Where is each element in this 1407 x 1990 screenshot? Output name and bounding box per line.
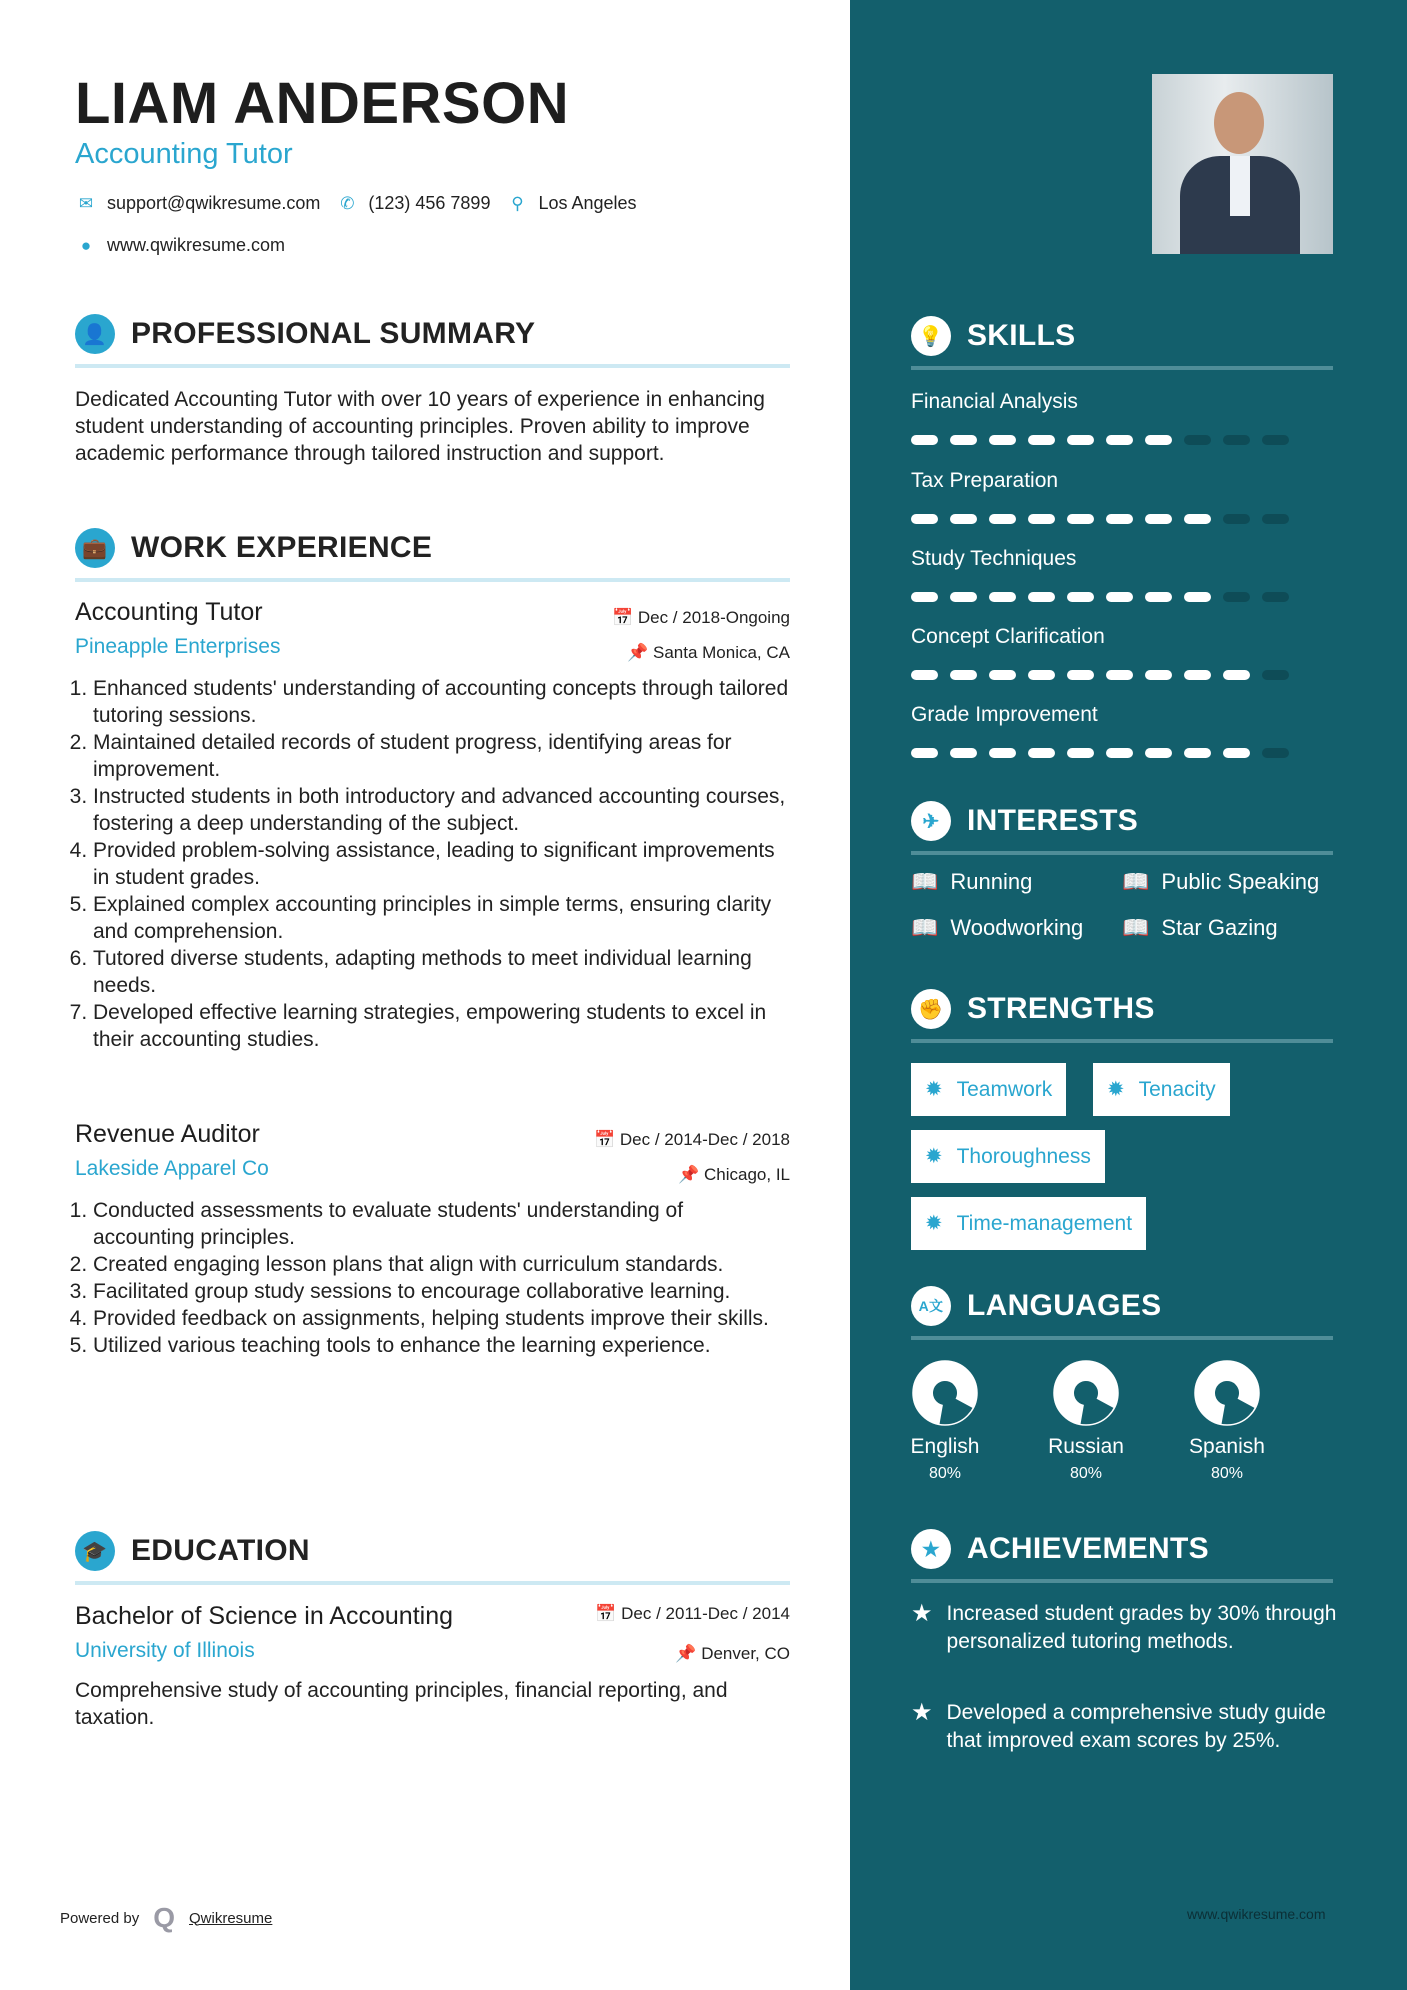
bullet: 1. Enhanced students' understanding of accounting concepts through tailored tutoring sessions.: [93, 675, 790, 729]
job-entry-title: Accounting Tutor: [75, 598, 263, 626]
skill-dash: [1067, 748, 1094, 758]
phone: (123) 456 7899: [368, 193, 491, 213]
skill-level-bar: [911, 435, 1289, 445]
language-percent: 80%: [928, 1465, 962, 1482]
skill-dash: [989, 435, 1016, 445]
candidate-name: LIAM ANDERSON: [75, 71, 570, 136]
skill-dash: [1028, 670, 1055, 680]
skill-dash: [950, 670, 977, 680]
location-pin-icon: ⚲: [511, 193, 524, 213]
dates-text: Dec / 2014-Dec / 2018: [619, 1130, 790, 1149]
powered-by-text: Powered by: [60, 1909, 140, 1927]
education-entry: [75, 1602, 790, 1731]
skill-dash: [1106, 670, 1133, 680]
language-donut: [910, 1358, 980, 1428]
paper-plane-icon: ✈: [911, 801, 951, 841]
skill-dash: [1184, 670, 1211, 680]
skill-dash: [911, 435, 938, 445]
job-location: [460, 643, 790, 663]
skill-name: Financial Analysis: [911, 390, 1078, 413]
strength-label: Teamwork: [956, 1077, 1053, 1101]
contact-row: [75, 193, 637, 214]
achievement-text: Increased student grades by 30% through personalized tutoring methods.: [946, 1602, 1337, 1653]
website[interactable]: www.qwikresume.com: [107, 235, 286, 255]
location-text: Denver, CO: [701, 1644, 790, 1663]
skill-dash: [1184, 514, 1211, 524]
pin-icon: 📌: [675, 1644, 702, 1663]
skill-dash: [989, 670, 1016, 680]
edu-location: [460, 1644, 790, 1664]
skill-dash: [1184, 592, 1211, 602]
strength-chip: [911, 1130, 1105, 1183]
skill-dash: [1223, 435, 1250, 445]
skills-section: [911, 316, 1333, 370]
calendar-icon: 📅: [595, 1604, 622, 1623]
interest-item: [1122, 869, 1319, 895]
job-location: [460, 1165, 790, 1185]
skill-dash: [1106, 748, 1133, 758]
bullet: 6. Tutored diverse students, adapting methods to meet individual learning needs.: [93, 945, 790, 999]
bullet: 2. Maintained detailed records of student progress, identifying areas for improvement.: [93, 729, 790, 783]
skill-dash: [1067, 670, 1094, 680]
translate-icon: A文: [911, 1286, 951, 1326]
strength-chip: [1093, 1063, 1230, 1116]
skill-dash: [1106, 592, 1133, 602]
interest-label: Public Speaking: [1161, 869, 1320, 894]
footer-powered: [60, 1902, 272, 1934]
bullet: 4. Provided problem-solving assistance, leading to significant improvements in student grades.: [93, 837, 790, 891]
skill-dash: [1145, 670, 1172, 680]
bullet: 2. Created engaging lesson plans that align with curriculum standards.: [93, 1251, 790, 1278]
skill-dash: [1184, 748, 1211, 758]
graduation-icon: 🎓: [75, 1531, 115, 1571]
phone-icon: ✆: [340, 193, 355, 213]
language-percent: 80%: [1210, 1465, 1244, 1482]
dates-text: Dec / 2018-Ongoing: [637, 608, 790, 627]
skill-dash: [989, 748, 1016, 758]
school: University of Illinois: [75, 1639, 255, 1662]
skill-dash: [950, 514, 977, 524]
badge-icon: ✹: [1107, 1078, 1125, 1101]
briefcase-icon: 💼: [75, 528, 115, 568]
section-heading: ACHIEVEMENTS: [967, 1532, 1209, 1565]
skill-dash: [1145, 592, 1172, 602]
email[interactable]: support@qwikresume.com: [107, 193, 321, 213]
skill-dash: [1145, 748, 1172, 758]
strength-label: Tenacity: [1138, 1077, 1216, 1101]
summary-section: [75, 314, 790, 467]
skill-dash: [1028, 748, 1055, 758]
section-heading: STRENGTHS: [967, 992, 1155, 1025]
interest-item: [911, 915, 1083, 941]
skill-dash: [1145, 514, 1172, 524]
skill-dash: [1106, 435, 1133, 445]
achievement-item: [911, 1600, 1341, 1656]
pin-icon: 📌: [627, 643, 653, 662]
user-icon: 👤: [75, 314, 115, 354]
summary-text: Dedicated Accounting Tutor with over 10 years of experience in enhancing student understanding of accounting principles. Proven ability to improve academic performance through tailored instruction and support.: [75, 388, 765, 465]
section-heading: PROFESSIONAL SUMMARY: [131, 317, 536, 350]
book-icon: 📖: [911, 915, 939, 940]
skill-dash: [1067, 435, 1094, 445]
skill-dash: [1028, 592, 1055, 602]
language-donut: [1192, 1358, 1262, 1428]
section-heading: EDUCATION: [131, 1534, 310, 1567]
bullet-list: [75, 1197, 790, 1359]
brand-link[interactable]: Qwikresume: [189, 1909, 273, 1927]
section-heading: SKILLS: [967, 319, 1076, 352]
skill-name: Tax Preparation: [911, 469, 1059, 492]
job-title: Accounting Tutor: [75, 138, 293, 170]
skill-dash: [950, 592, 977, 602]
skill-dash: [989, 592, 1016, 602]
language-donut: [1051, 1358, 1121, 1428]
job-dates: [460, 1130, 790, 1150]
education-section: [75, 1531, 790, 1585]
strength-chip: [911, 1063, 1066, 1116]
bullet: 1. Conducted assessments to evaluate students' understanding of accounting principles.: [93, 1197, 790, 1251]
skill-dash: [1145, 435, 1172, 445]
strength-chip: [911, 1197, 1146, 1250]
section-heading: WORK EXPERIENCE: [131, 531, 433, 564]
edu-description: Comprehensive study of accounting principles, financial reporting, and taxation.: [75, 1679, 728, 1729]
skill-dash: [1262, 514, 1289, 524]
interest-item: [1122, 915, 1278, 941]
location: Los Angeles: [538, 193, 637, 213]
star-icon: ★: [911, 1600, 933, 1627]
bullet: 3. Instructed students in both introductory and advanced accounting courses, fostering a deep understanding of the subject.: [93, 783, 790, 837]
strengths-section: [911, 989, 1333, 1043]
language-item: [885, 1358, 1005, 1483]
skill-dash: [950, 435, 977, 445]
book-icon: 📖: [911, 869, 939, 894]
skill-dash: [1262, 748, 1289, 758]
edu-dates: [460, 1604, 790, 1624]
bullet-list: [75, 675, 790, 1053]
skill-dash: [1223, 514, 1250, 524]
location-text: Santa Monica, CA: [652, 643, 790, 662]
badge-icon: ✹: [925, 1212, 943, 1235]
interest-item: [911, 869, 1032, 895]
skill-dash: [1223, 748, 1250, 758]
skill-level-bar: [911, 670, 1289, 680]
skill-dash: [1184, 435, 1211, 445]
work-section: [75, 528, 790, 582]
interests-section: [911, 801, 1333, 855]
skill-dash: [911, 592, 938, 602]
badge-icon: ✹: [925, 1145, 943, 1168]
fist-icon: ✊: [911, 989, 951, 1029]
skill-dash: [1262, 435, 1289, 445]
dates-text: Dec / 2011-Dec / 2014: [621, 1604, 790, 1623]
location-text: Chicago, IL: [704, 1165, 790, 1184]
skill-dash: [911, 670, 938, 680]
skill-name: Concept Clarification: [911, 625, 1105, 648]
interest-label: Woodworking: [950, 915, 1084, 940]
star-badge-icon: ★: [911, 1529, 951, 1569]
company: Lakeside Apparel Co: [75, 1157, 269, 1180]
skill-dash: [1223, 592, 1250, 602]
language-percent: 80%: [1069, 1465, 1103, 1482]
achievement-item: [911, 1699, 1341, 1755]
skill-level-bar: [911, 748, 1289, 758]
skill-dash: [1106, 514, 1133, 524]
skill-dash: [1067, 592, 1094, 602]
bullet: 5. Utilized various teaching tools to enhance the learning experience.: [93, 1332, 790, 1359]
job-entry-title: Revenue Auditor: [75, 1120, 260, 1148]
skill-dash: [1262, 592, 1289, 602]
website-row: [75, 235, 285, 256]
company: Pineapple Enterprises: [75, 635, 281, 658]
skill-dash: [911, 748, 938, 758]
skill-dash: [911, 514, 938, 524]
languages-section: [911, 1286, 1333, 1340]
section-heading: INTERESTS: [967, 804, 1139, 837]
book-icon: 📖: [1122, 915, 1150, 940]
pin-icon: 📌: [678, 1165, 704, 1184]
skill-dash: [1223, 670, 1250, 680]
skill-level-bar: [911, 592, 1289, 602]
badge-icon: ✹: [925, 1078, 943, 1101]
skill-dash: [1067, 514, 1094, 524]
skill-name: Grade Improvement: [911, 703, 1098, 726]
skill-dash: [950, 748, 977, 758]
bullet: 5. Explained complex accounting principles in simple terms, ensuring clarity and comprehension.: [93, 891, 790, 945]
job-entry: [75, 1120, 790, 1359]
skill-name: Study Techniques: [911, 547, 1077, 570]
lightbulb-icon: 💡: [911, 316, 951, 356]
job-dates: [460, 608, 790, 628]
bullet: 4. Provided feedback on assignments, helping students improve their skills.: [93, 1305, 790, 1332]
strength-label: Time-management: [956, 1211, 1133, 1235]
calendar-icon: 📅: [611, 608, 638, 627]
bullet: 3. Facilitated group study sessions to encourage collaborative learning.: [93, 1278, 790, 1305]
skill-dash: [989, 514, 1016, 524]
interest-label: Star Gazing: [1161, 915, 1278, 940]
profile-photo: [1152, 74, 1333, 254]
skill-dash: [1262, 670, 1289, 680]
job-entry: [75, 598, 790, 1053]
language-name: Spanish: [1189, 1435, 1265, 1458]
strength-label: Thoroughness: [956, 1144, 1091, 1168]
language-name: Russian: [1048, 1435, 1124, 1458]
globe-icon: ●: [80, 235, 92, 255]
achievement-text: Developed a comprehensive study guide that improved exam scores by 25%.: [946, 1701, 1326, 1752]
language-name: English: [910, 1435, 980, 1458]
skill-level-bar: [911, 514, 1289, 524]
qwikresume-logo-icon: Q: [153, 1902, 175, 1933]
skill-dash: [1028, 435, 1055, 445]
language-item: [1026, 1358, 1146, 1483]
bullet: 7. Developed effective learning strategies, empowering students to excel in their accounting studies.: [93, 999, 790, 1053]
star-icon: ★: [911, 1699, 933, 1726]
email-icon: ✉: [78, 193, 94, 213]
degree: Bachelor of Science in Accounting: [75, 1602, 454, 1630]
achievements-section: [911, 1529, 1333, 1583]
section-heading: LANGUAGES: [967, 1289, 1162, 1322]
interest-label: Running: [950, 869, 1033, 894]
calendar-icon: 📅: [594, 1130, 620, 1149]
skill-dash: [1028, 514, 1055, 524]
book-icon: 📖: [1122, 869, 1150, 894]
language-item: [1167, 1358, 1287, 1483]
footer-site[interactable]: www.qwikresume.com: [1187, 1906, 1326, 1922]
